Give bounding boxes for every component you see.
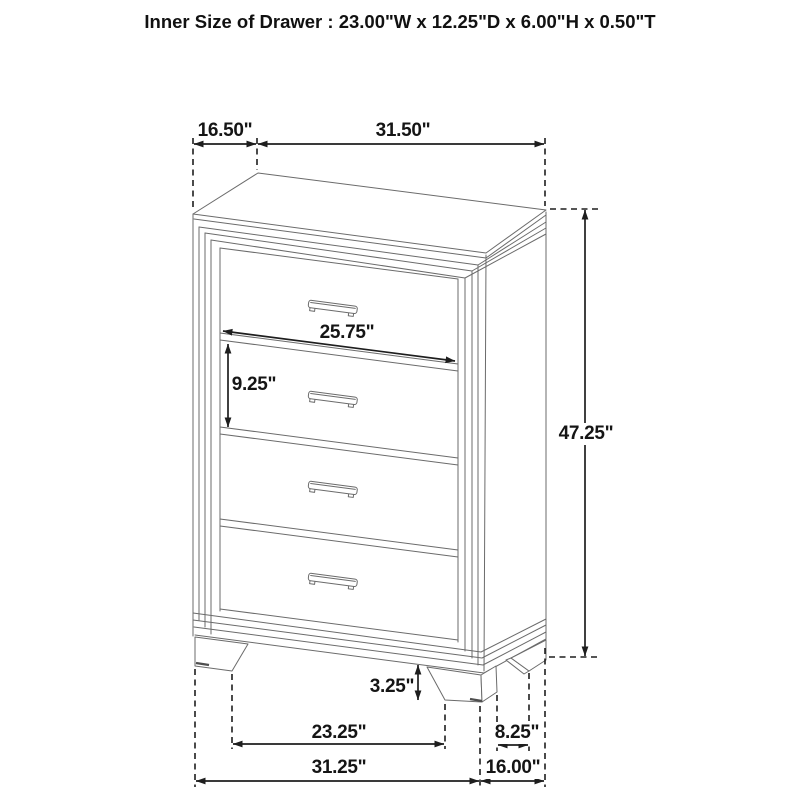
chest-structure — [193, 173, 546, 702]
front-left-foot — [195, 637, 248, 671]
dim-base-width-label: 31.25" — [311, 757, 367, 778]
drawer-separators — [220, 333, 458, 557]
dim-top-width-label: 31.50" — [375, 120, 431, 141]
dim-base-depth-label: 16.00" — [483, 757, 544, 779]
drawer-3-handle — [308, 481, 358, 498]
dim-leg-height-label: 3.25" — [369, 676, 415, 697]
front-right-foot — [427, 667, 482, 702]
drawer-2-handle — [308, 391, 358, 408]
drawer-4-handle — [308, 573, 358, 590]
dim-overall-height-label: 47.25" — [556, 423, 617, 445]
drawer-1-handle — [308, 300, 358, 317]
dim-drawer-width-label: 25.75" — [319, 322, 375, 343]
face-frame — [193, 212, 546, 671]
drawing-title: Inner Size of Drawer : 23.00"W x 12.25"D x 6.00"H x 0.50"T — [144, 11, 656, 32]
dim-front-leg-span-label: 23.25" — [311, 722, 367, 743]
dim-top-depth-label: 16.50" — [197, 120, 253, 141]
bottom-molding — [193, 613, 546, 673]
dim-drawer-height-label: 9.25" — [231, 374, 277, 395]
dim-side-leg-span-label: 8.25" — [492, 722, 543, 744]
